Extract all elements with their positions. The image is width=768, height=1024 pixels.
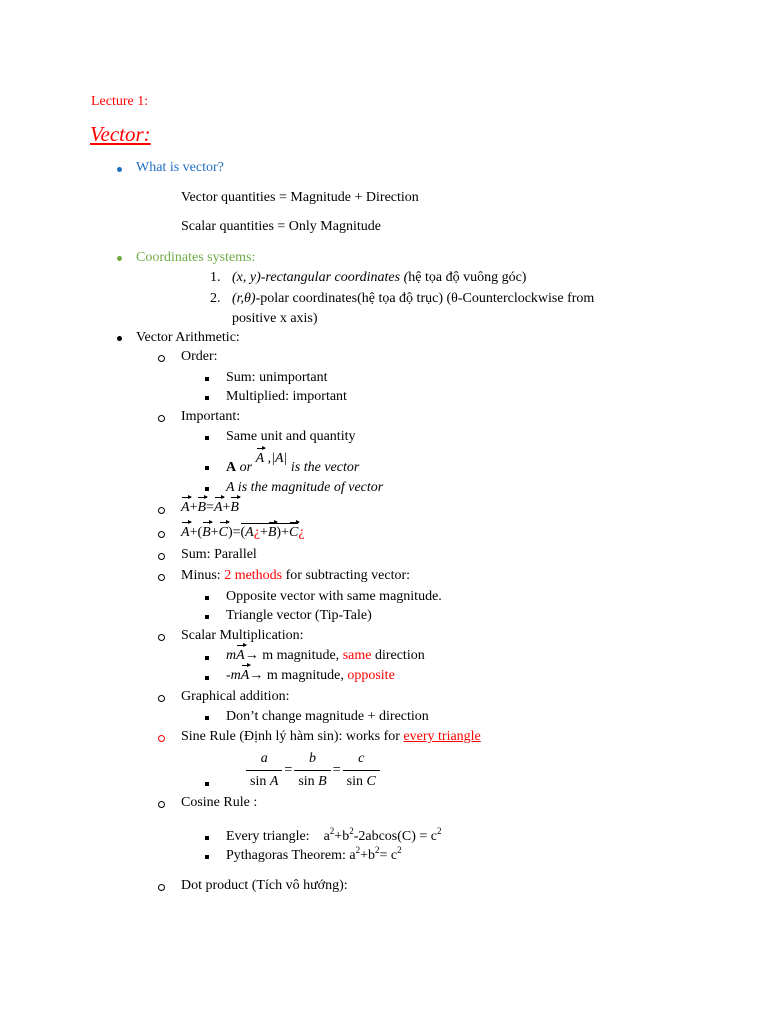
bullet-icon: [117, 256, 122, 261]
square-bullet-icon: [205, 855, 209, 859]
a-or-vector: A or A ,|A| is the vector: [226, 451, 360, 475]
coord-num-1: 1.: [210, 270, 221, 285]
sum-unimportant: Sum: unimportant: [226, 370, 328, 385]
circle-bullet-icon: [158, 355, 165, 362]
cosine-rule: Cosine Rule :: [181, 795, 258, 810]
square-bullet-icon: [205, 716, 209, 720]
circle-bullet-icon: [158, 634, 165, 641]
circle-bullet-icon: [158, 884, 165, 891]
square-bullet-icon: [205, 782, 209, 786]
circle-bullet-icon: [158, 801, 165, 808]
polar-coordinates-cont: positive x axis): [232, 311, 318, 326]
commutative-law: A+B=A+B: [181, 500, 239, 515]
pythagoras: Pythagoras Theorem: $a^2+b^2= c^2$: [226, 845, 402, 863]
graphical-addition: Graphical addition:: [181, 689, 290, 704]
square-bullet-icon: [205, 436, 209, 440]
order-label: Order:: [181, 349, 218, 364]
square-bullet-icon: [205, 396, 209, 400]
circle-bullet-icon: [158, 507, 165, 514]
magnitude-of-vector: A is the magnitude of vector: [226, 480, 384, 495]
circle-bullet-icon: [158, 735, 165, 742]
polar-coordinates: (r,θ)-polar coordinates(hệ tọa độ trục) (θ-Counterclockwise from: [232, 291, 595, 306]
scalar-quantities: Scalar quantities = Only Magnitude: [181, 219, 381, 234]
same-unit: Same unit and quantity: [226, 429, 356, 444]
scalar-mult: Scalar Multiplication:: [181, 628, 304, 643]
square-bullet-icon: [205, 596, 209, 600]
square-bullet-icon: [205, 676, 209, 680]
square-bullet-icon: [205, 656, 209, 660]
m-opposite-direction: -mA→ m magnitude, opposite: [226, 668, 395, 683]
what-is-vector: What is vector?: [136, 160, 224, 175]
page-title: Vector:: [90, 122, 151, 146]
sum-parallel: Sum: Parallel: [181, 547, 257, 562]
square-bullet-icon: [205, 836, 209, 840]
rect-coordinates: (x, y)-rectangular coordinates (hệ tọa độ vuông góc): [232, 270, 527, 285]
lecture-label: Lecture 1:: [91, 94, 149, 109]
bullet-icon: [117, 167, 122, 172]
coordinates-heading: Coordinates systems:: [136, 250, 256, 265]
bullet-icon: [117, 336, 122, 341]
circle-bullet-icon: [158, 695, 165, 702]
circle-bullet-icon: [158, 553, 165, 560]
circle-bullet-icon: [158, 531, 165, 538]
mult-important: Multiplied: important: [226, 389, 347, 404]
coord-num-2: 2.: [210, 291, 221, 306]
arith-heading: Vector Arithmetic:: [136, 330, 240, 345]
minus-methods: Minus: 2 methods for subtracting vector:: [181, 568, 411, 583]
square-bullet-icon: [205, 615, 209, 619]
opposite-vector: Opposite vector with same magnitude.: [226, 589, 442, 604]
sine-rule-formula: $\frac{a}{\text{sin A}}$ = $\frac{b}{\text{sin B}}$ = $\frac{c}{\text{sin C}}$: [244, 748, 382, 793]
square-bullet-icon: [205, 377, 209, 381]
vector-quantities: Vector quantities = Magnitude + Direction: [181, 190, 419, 205]
circle-bullet-icon: [158, 415, 165, 422]
square-bullet-icon: [205, 466, 209, 470]
triangle-vector: Triangle vector (Tip-Tale): [226, 608, 372, 623]
associative-law: A+(B+C)=(A¿+B)+C¿: [181, 525, 305, 540]
circle-bullet-icon: [158, 574, 165, 581]
square-bullet-icon: [205, 487, 209, 491]
sine-rule: Sine Rule (Định lý hàm sin): works for every triangle: [181, 729, 481, 744]
important-label: Important:: [181, 409, 241, 424]
every-triangle-cos: Every triangle: $a^2+b^2-2abcos(C) = c^2$: [226, 826, 442, 844]
m-same-direction: mA→ m magnitude, same direction: [226, 648, 425, 663]
dot-product: Dot product (Tích vô hướng):: [181, 878, 348, 893]
dont-change: Don’t change magnitude + direction: [226, 709, 429, 724]
